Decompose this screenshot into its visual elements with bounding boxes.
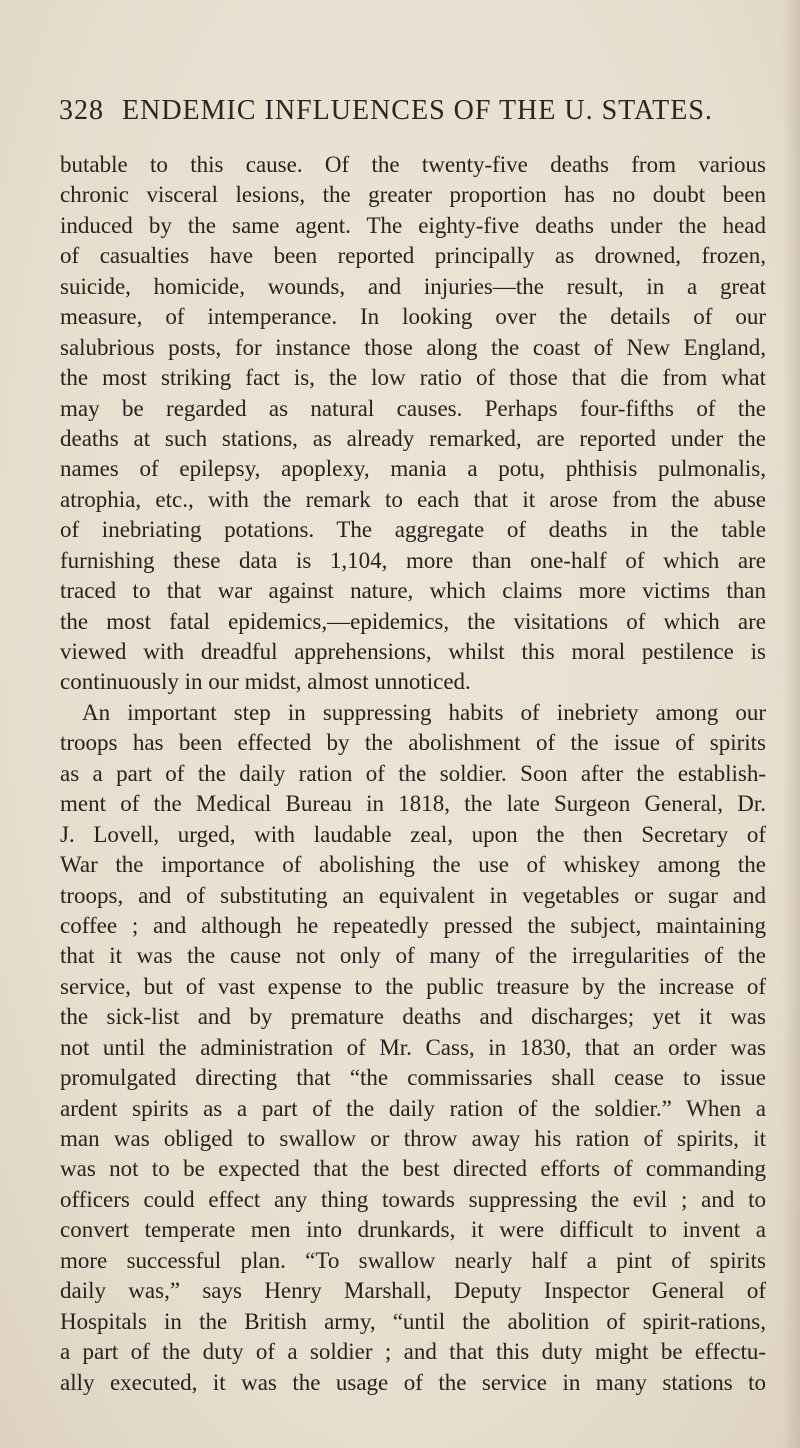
- text-line: as a part of the daily ration of the soldier. Soon after the establish-: [60, 760, 766, 786]
- text-line: Hospitals in the British army, “until the abolition of spirit-rations,: [60, 1308, 766, 1334]
- text-line: the most striking fact is, the low ratio of those that die from what: [60, 365, 766, 391]
- text-line: induced by the same agent. The eighty-five deaths under the head: [60, 212, 766, 238]
- text-line: ally executed, it was the usage of the service in many stations to: [60, 1369, 766, 1395]
- text-line: was not to be expected that the best directed efforts of commanding: [60, 1156, 766, 1182]
- text-line: coffee ; and although he repeatedly pressed the subject, maintaining: [60, 912, 766, 938]
- text-line: measure, of intemperance. In looking over the details of our: [60, 304, 766, 330]
- text-line: that it was the cause not only of many of the irregularities of the: [60, 943, 766, 969]
- text-line: officers could effect any thing towards suppressing the evil ; and to: [60, 1186, 766, 1212]
- text-line: promulgated directing that “the commissaries shall cease to issue: [60, 1065, 766, 1091]
- text-line: daily was,” says Henry Marshall, Deputy Inspector General of: [60, 1278, 766, 1304]
- text-line: War the importance of abolishing the use of whiskey among the: [60, 852, 766, 878]
- text-line: deaths at such stations, as already remarked, are reported under the: [60, 425, 766, 451]
- running-header: [59, 95, 759, 127]
- text-line: traced to that war against nature, which claims more victims than: [60, 578, 766, 604]
- running-title: ENDEMIC INFLUENCES OF THE U. STATES.: [122, 95, 713, 126]
- text-line: suicide, homicide, wounds, and injuries—the result, in a great: [60, 273, 766, 299]
- text-line: may be regarded as natural causes. Perhaps four-fifths of the: [60, 395, 766, 421]
- text-line: a part of the duty of a soldier ; and that this duty might be effectu-: [60, 1339, 766, 1365]
- text-line: J. Lovell, urged, with laudable zeal, upon the then Secretary of: [60, 821, 766, 847]
- text-line: not until the administration of Mr. Cass, in 1830, that an order was: [60, 1034, 766, 1060]
- text-line: troops, and of substituting an equivalent in vegetables or sugar and: [60, 882, 766, 908]
- text-line: names of epilepsy, apoplexy, mania a potu, phthisis pulmonalis,: [60, 456, 766, 482]
- text-line: atrophia, etc., with the remark to each that it arose from the abuse: [60, 486, 766, 512]
- text-line: of inebriating potations. The aggregate of deaths in the table: [60, 517, 766, 543]
- body-text: [60, 150, 766, 1398]
- text-line: convert temperate men into drunkards, it were difficult to invent a: [60, 1217, 766, 1243]
- text-line: the most fatal epidemics,—epidemics, the visitations of which are: [60, 608, 766, 634]
- text-line: salubrious posts, for instance those along the coast of New England,: [60, 334, 766, 360]
- paragraph-end-line: continuously in our midst, almost unnoticed.: [60, 669, 471, 695]
- text-line: ardent spirits as a part of the daily ration of the soldier.” When a: [60, 1095, 766, 1121]
- text-line: troops has been effected by the abolishment of the issue of spirits: [60, 730, 766, 756]
- paragraph-start-line: An important step in suppressing habits of inebriety among our: [82, 699, 766, 725]
- text-line: of casualties have been reported principally as drowned, frozen,: [60, 243, 766, 269]
- text-line: ment of the Medical Bureau in 1818, the late Surgeon General, Dr.: [60, 791, 766, 817]
- text-line: the sick-list and by premature deaths and discharges; yet it was: [60, 1004, 766, 1030]
- text-line: man was obliged to swallow or throw away his ration of spirits, it: [60, 1126, 766, 1151]
- text-line: more successful plan. “To swallow nearly half a pint of spirits: [60, 1247, 766, 1273]
- page-gutter-shadow: [782, 0, 800, 1448]
- text-line: service, but of vast expense to the public treasure by the increase of: [60, 973, 766, 999]
- text-line: chronic visceral lesions, the greater proportion has no doubt been: [60, 182, 766, 208]
- text-line: viewed with dreadful apprehensions, whilst this moral pestilence is: [60, 639, 766, 664]
- page-number: 328: [59, 95, 104, 126]
- text-line: furnishing these data is 1,104, more than one-half of which are: [60, 547, 766, 573]
- text-line: butable to this cause. Of the twenty-five deaths from various: [60, 152, 766, 177]
